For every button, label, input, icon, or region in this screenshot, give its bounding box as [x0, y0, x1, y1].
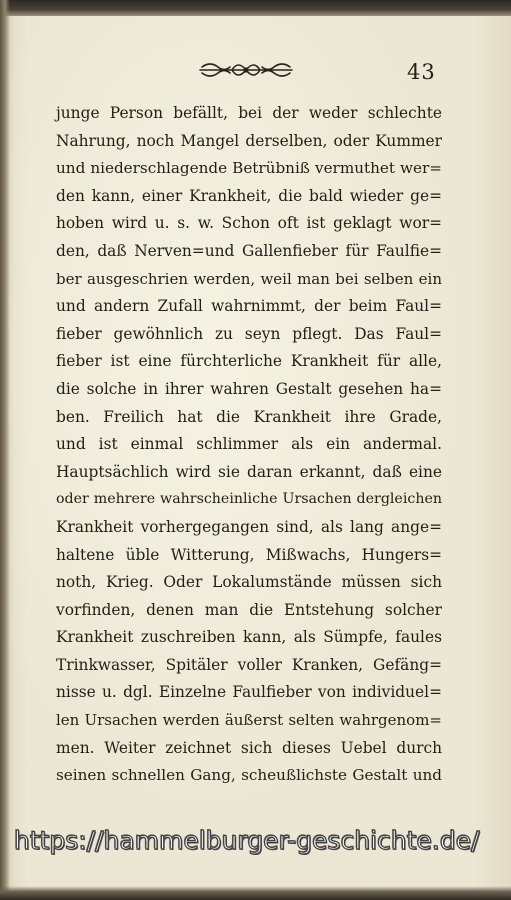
watermark-url: https://hammelburger-geschichte.de/	[14, 826, 480, 855]
text-line: nisse u. dgl. Einzelne Faulfieber von individuel=	[56, 683, 442, 702]
text-line: oder mehrere wahrscheinliche Ursachen dergleichen	[56, 491, 442, 508]
page-number: 43	[407, 60, 436, 84]
page-top-edge	[0, 0, 511, 16]
text-line: Nahrung, noch Mangel derselben, oder Kummer	[56, 131, 442, 150]
text-line: seinen schnellen Gang, scheußlichste Gestalt und	[56, 766, 442, 785]
text-line: fieber gewöhnlich zu seyn pflegt. Das Faul=	[56, 324, 442, 343]
text-line: und andern Zufall wahrnimmt, der beim Faul=	[56, 297, 442, 316]
text-line: den, daß Nerven=und Gallenfieber für Faulfie=	[56, 241, 442, 260]
text-line: Trinkwasser, Spitäler voller Kranken, Gefäng=	[56, 655, 442, 674]
text-line: men. Weiter zeichnet sich dieses Uebel durch	[56, 738, 442, 757]
page-binding-edge	[0, 0, 10, 900]
text-line: und niederschlagende Betrübniß vermuthet wer=	[56, 159, 442, 178]
text-line: noth, Krieg. Oder Lokalumstände müssen sich	[56, 573, 442, 592]
text-line: len Ursachen werden äußerst selten wahrgenom=	[56, 711, 442, 730]
text-line: ber ausgeschrien werden, weil man bei selben ein	[56, 269, 442, 288]
text-line: junge Person befällt, bei der weder schlechte	[56, 104, 442, 122]
text-line: haltene üble Witterung, Mißwachs, Hungers=	[56, 545, 442, 564]
decorative-scroll-ornament-icon	[198, 58, 294, 82]
text-line: fieber ist eine fürchterliche Krankheit für alle,	[56, 352, 442, 371]
body-text	[56, 100, 442, 790]
page-bottom-edge	[0, 886, 511, 900]
text-line: vorfinden, denen man die Entstehung solcher	[56, 600, 442, 619]
text-line: hoben wird u. s. w. Schon oft ist geklagt wor=	[56, 214, 442, 233]
text-line: Krankheit zuschreiben kann, als Sümpfe, faules	[56, 628, 442, 647]
text-line: ben. Freilich hat die Krankheit ihre Grade,	[56, 407, 442, 426]
text-line: und ist einmal schlimmer als ein andermal.	[56, 435, 442, 454]
text-line: Hauptsächlich wird sie daran erkannt, daß eine	[56, 462, 442, 481]
text-line: den kann, einer Krankheit, die bald wieder ge=	[56, 186, 442, 205]
text-line: die solche in ihrer wahren Gestalt gesehen ha=	[56, 379, 442, 398]
text-line: Krankheit vorhergegangen sind, als lang ange=	[56, 517, 442, 536]
